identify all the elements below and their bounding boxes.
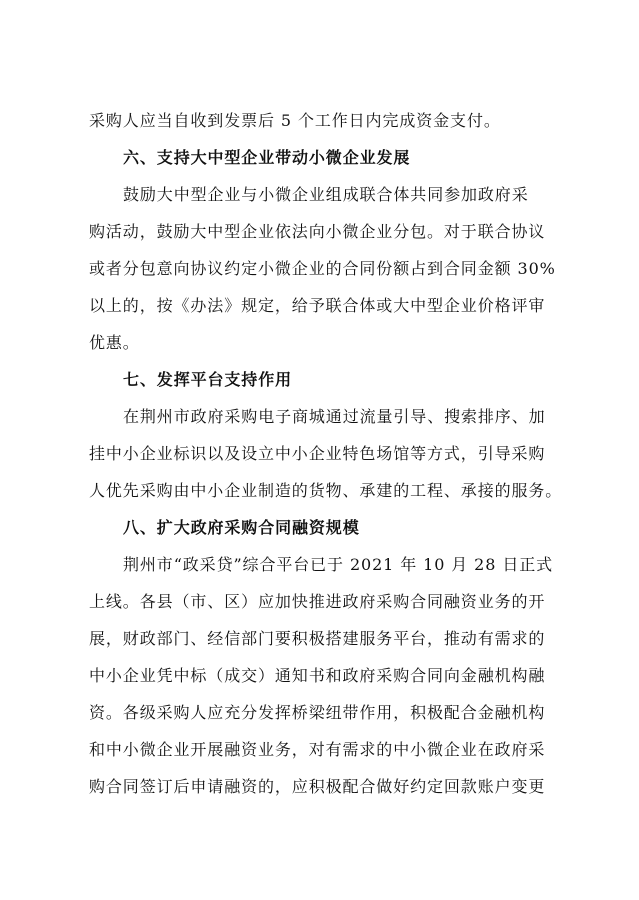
paragraph-line: 展，财政部门、经信部门要积极搭建服务平台，推动有需求的 (89, 629, 546, 648)
paragraph-line: 优惠。 (89, 333, 140, 352)
paragraph-line: 购活动，鼓励大中型企业依法向小微企业分包。对于联合协议 (89, 222, 546, 241)
paragraph-line: 荆州市“政采贷”综合平台已于 2021 年 10 月 28 日正式 (123, 555, 554, 574)
paragraph-line: 采购人应当自收到发票后 5 个工作日内完成资金支付。 (89, 111, 501, 130)
paragraph-line: 以上的，按《办法》规定，给予联合体或大中型企业价格评审 (89, 296, 546, 315)
section-heading-8: 八、扩大政府采购合同融资规模 (123, 518, 360, 537)
paragraph-line: 在荆州市政府采购电子商城通过流量引导、搜索排序、加 (123, 407, 546, 426)
paragraph-line: 人优先采购由中小企业制造的货物、承建的工程、承接的服务。 (89, 481, 563, 500)
paragraph-line: 和中小微企业开展融资业务，对有需求的中小微企业在政府采 (89, 740, 546, 759)
paragraph-line: 挂中小企业标识以及设立中小企业特色场馆等方式，引导采购 (89, 444, 546, 463)
paragraph-line: 购合同签订后申请融资的，应积极配合做好约定回款账户变更 (89, 777, 546, 796)
paragraph-line: 中小企业凭中标（成交）通知书和政府采购合同向金融机构融 (89, 666, 546, 685)
section-heading-7: 七、发挥平台支持作用 (123, 370, 293, 389)
paragraph-line: 鼓励大中型企业与小微企业组成联合体共同参加政府采 (123, 185, 529, 204)
paragraph-line: 或者分包意向协议约定小微企业的合同份额占到合同金额 30% (89, 259, 556, 278)
section-heading-6: 六、支持大中型企业带动小微企业发展 (123, 148, 411, 167)
paragraph-line: 资。各级采购人应充分发挥桥梁纽带作用，积极配合金融机构 (89, 703, 546, 722)
paragraph-line: 上线。各县（市、区）应加快推进政府采购合同融资业务的开 (89, 592, 546, 611)
